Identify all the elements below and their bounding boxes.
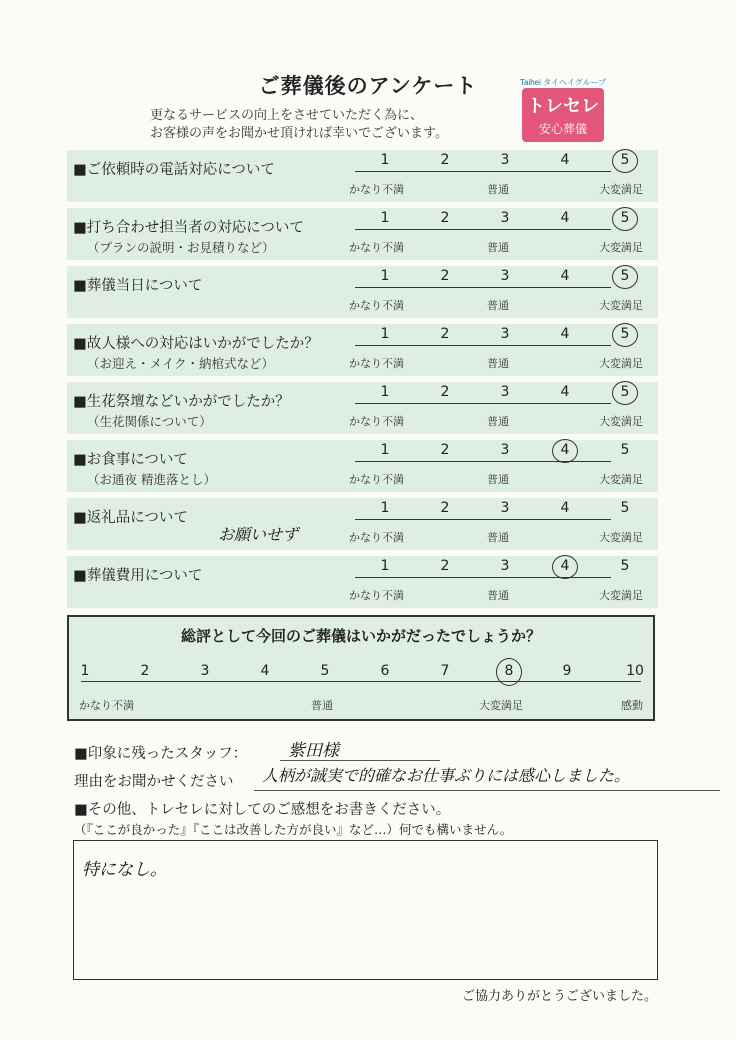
rating-option-5[interactable]: 5 — [620, 500, 630, 516]
reason-underline — [254, 790, 720, 791]
logo-sub-text: 安心葬儀 — [538, 122, 587, 136]
rating-option-5[interactable]: 5 — [620, 326, 630, 342]
rating-option-5[interactable]: 5 — [620, 210, 630, 226]
rating-option-1[interactable]: 1 — [380, 210, 390, 226]
reason-handwritten: 人柄が誠実で的確なお仕事ぶりには感心しました。 — [262, 766, 631, 785]
rating-option-5[interactable]: 5 — [620, 268, 630, 284]
rating-option-5[interactable]: 5 — [620, 384, 630, 400]
rating-scale-line — [355, 287, 611, 288]
question-row — [67, 266, 658, 318]
reason-label: 理由をお聞かせください — [74, 774, 234, 790]
selected-rating-circle — [552, 439, 578, 463]
rating-scale-line — [355, 345, 611, 346]
rating-option-2[interactable]: 2 — [440, 442, 450, 458]
overall-option-5[interactable]: 5 — [320, 663, 330, 679]
rating-option-3[interactable]: 3 — [500, 326, 510, 342]
staff-label: ■印象に残ったスタッフ： — [74, 746, 248, 762]
question-subtext: （お通夜 精進落とし） — [87, 472, 216, 487]
rating-option-4[interactable]: 4 — [560, 442, 570, 458]
intro-line-2: お客様の声をお聞かせ頂ければ幸いでございます。 — [150, 126, 448, 141]
rating-option-3[interactable]: 3 — [500, 500, 510, 516]
intro-line-1: 更なるサービスの向上をさせていただく為に、 — [150, 108, 424, 123]
rating-option-3[interactable]: 3 — [500, 442, 510, 458]
scale-label-high: 大変満足 — [599, 415, 643, 428]
question-text: ■葬儀費用について — [73, 568, 203, 584]
scale-label-high: 大変満足 — [599, 241, 643, 254]
overall-option-9[interactable]: 9 — [562, 663, 572, 679]
comment-handwritten: 特になし。 — [82, 860, 167, 880]
question-row — [67, 440, 658, 492]
selected-rating-circle — [612, 323, 638, 347]
rating-option-4[interactable]: 4 — [560, 326, 570, 342]
rating-option-4[interactable]: 4 — [560, 384, 570, 400]
rating-option-4[interactable]: 4 — [560, 500, 570, 516]
scale-label-high: 大変満足 — [599, 299, 643, 312]
thanks-text: ご協力ありがとうございました。 — [462, 989, 658, 1004]
rating-option-4[interactable]: 4 — [560, 152, 570, 168]
rating-scale-line — [355, 171, 611, 172]
rating-option-5[interactable]: 5 — [620, 152, 630, 168]
scale-label-mid: 普通 — [487, 531, 509, 544]
rating-option-3[interactable]: 3 — [500, 558, 510, 574]
rating-option-1[interactable]: 1 — [380, 442, 390, 458]
selected-rating-circle — [552, 555, 578, 579]
logo-main-text: トレセレ — [527, 96, 599, 117]
scale-label-low: かなり不満 — [349, 589, 404, 602]
overall-title: 総評として今回のご葬儀はいかがだったでしょうか？ — [180, 627, 541, 645]
question-row — [67, 498, 658, 550]
overall-label-top: 感動 — [621, 699, 643, 712]
rating-option-5[interactable]: 5 — [620, 442, 630, 458]
scale-label-high: 大変満足 — [599, 183, 643, 196]
rating-option-4[interactable]: 4 — [560, 210, 570, 226]
question-text: ■生花祭壇などいかがでしたか？ — [73, 394, 290, 410]
scale-label-high: 大変満足 — [599, 357, 643, 370]
scale-label-mid: 普通 — [487, 241, 509, 254]
question-text: ■ご依頼時の電話対応について — [73, 162, 275, 178]
question-row — [67, 208, 658, 260]
overall-rating-box — [67, 615, 655, 721]
scale-label-low: かなり不満 — [349, 183, 404, 196]
rating-option-3[interactable]: 3 — [500, 268, 510, 284]
scale-label-mid: 普通 — [487, 473, 509, 486]
scale-label-low: かなり不満 — [349, 241, 404, 254]
rating-option-4[interactable]: 4 — [560, 268, 570, 284]
rating-option-5[interactable]: 5 — [620, 558, 630, 574]
rating-option-4[interactable]: 4 — [560, 558, 570, 574]
selected-rating-circle — [612, 381, 638, 405]
question-subtext: （お迎え・メイク・納棺式など） — [87, 356, 275, 371]
toresere-logo — [522, 88, 604, 142]
overall-option-3[interactable]: 3 — [200, 663, 210, 679]
selected-rating-circle — [612, 265, 638, 289]
overall-option-10[interactable]: 10 — [626, 663, 644, 679]
rating-option-2[interactable]: 2 — [440, 558, 450, 574]
overall-label-high: 大変満足 — [479, 699, 523, 712]
question-text: ■お食事について — [73, 452, 188, 468]
selected-rating-circle — [612, 149, 638, 173]
overall-scale-line — [81, 681, 641, 682]
staff-name-handwritten: 紫田様 — [288, 741, 339, 761]
scale-label-mid: 普通 — [487, 299, 509, 312]
rating-scale-line — [355, 229, 611, 230]
rating-option-1[interactable]: 1 — [380, 326, 390, 342]
rating-option-1[interactable]: 1 — [380, 384, 390, 400]
scale-label-mid: 普通 — [487, 183, 509, 196]
overall-option-6[interactable]: 6 — [380, 663, 390, 679]
scale-label-mid: 普通 — [487, 357, 509, 370]
rating-option-1[interactable]: 1 — [380, 500, 390, 516]
overall-option-1[interactable]: 1 — [80, 663, 90, 679]
rating-option-2[interactable]: 2 — [440, 268, 450, 284]
overall-option-4[interactable]: 4 — [260, 663, 270, 679]
scale-label-low: かなり不満 — [349, 415, 404, 428]
scale-label-low: かなり不満 — [349, 473, 404, 486]
question-text: ■故人様への対応はいかがでしたか？ — [73, 336, 319, 352]
scale-label-mid: 普通 — [487, 415, 509, 428]
overall-label-low: かなり不満 — [79, 699, 134, 712]
rating-scale-line — [355, 519, 611, 520]
taihei-group-logo: Taihei タイヘイグループ — [520, 78, 607, 87]
question-row — [67, 556, 658, 608]
rating-scale-line — [355, 403, 611, 404]
scale-label-high: 大変満足 — [599, 589, 643, 602]
other-hint: （『ここが良かった』『ここは改善した方が良い』など…）何でも構いません。 — [74, 822, 513, 837]
rating-option-2[interactable]: 2 — [440, 500, 450, 516]
other-label: ■その他、トレセレに対してのご感想をお書きください。 — [74, 802, 451, 818]
question-row — [67, 150, 658, 202]
rating-option-2[interactable]: 2 — [440, 326, 450, 342]
overall-option-2[interactable]: 2 — [140, 663, 150, 679]
question-row — [67, 324, 658, 376]
question-text: ■葬儀当日について — [73, 278, 203, 294]
question-subtext: （生花関係について） — [87, 414, 212, 429]
scale-label-low: かなり不満 — [349, 357, 404, 370]
overall-option-8[interactable]: 8 — [504, 663, 514, 679]
comment-box — [73, 840, 658, 980]
overall-selected-circle — [496, 658, 522, 686]
survey-title: ご葬儀後のアンケート — [258, 74, 478, 98]
question-text: ■返礼品について — [73, 510, 188, 526]
rating-scale-line — [355, 461, 611, 462]
rating-option-1[interactable]: 1 — [380, 558, 390, 574]
overall-label-mid: 普通 — [311, 699, 333, 712]
rating-option-2[interactable]: 2 — [440, 384, 450, 400]
rating-option-2[interactable]: 2 — [440, 210, 450, 226]
rating-option-3[interactable]: 3 — [500, 210, 510, 226]
returns-handwritten-note: お願いせず — [218, 525, 299, 544]
scale-label-high: 大変満足 — [599, 531, 643, 544]
scale-label-mid: 普通 — [487, 589, 509, 602]
question-subtext: （プランの説明・お見積りなど） — [87, 240, 275, 255]
question-row — [67, 382, 658, 434]
overall-option-7[interactable]: 7 — [440, 663, 450, 679]
question-text: ■打ち合わせ担当者の対応について — [73, 220, 304, 236]
scale-label-low: かなり不満 — [349, 531, 404, 544]
rating-option-3[interactable]: 3 — [500, 384, 510, 400]
scale-label-high: 大変満足 — [599, 473, 643, 486]
scale-label-low: かなり不満 — [349, 299, 404, 312]
rating-option-3[interactable]: 3 — [500, 152, 510, 168]
rating-option-1[interactable]: 1 — [380, 268, 390, 284]
rating-option-1[interactable]: 1 — [380, 152, 390, 168]
rating-option-2[interactable]: 2 — [440, 152, 450, 168]
selected-rating-circle — [612, 207, 638, 231]
rating-scale-line — [355, 577, 611, 578]
